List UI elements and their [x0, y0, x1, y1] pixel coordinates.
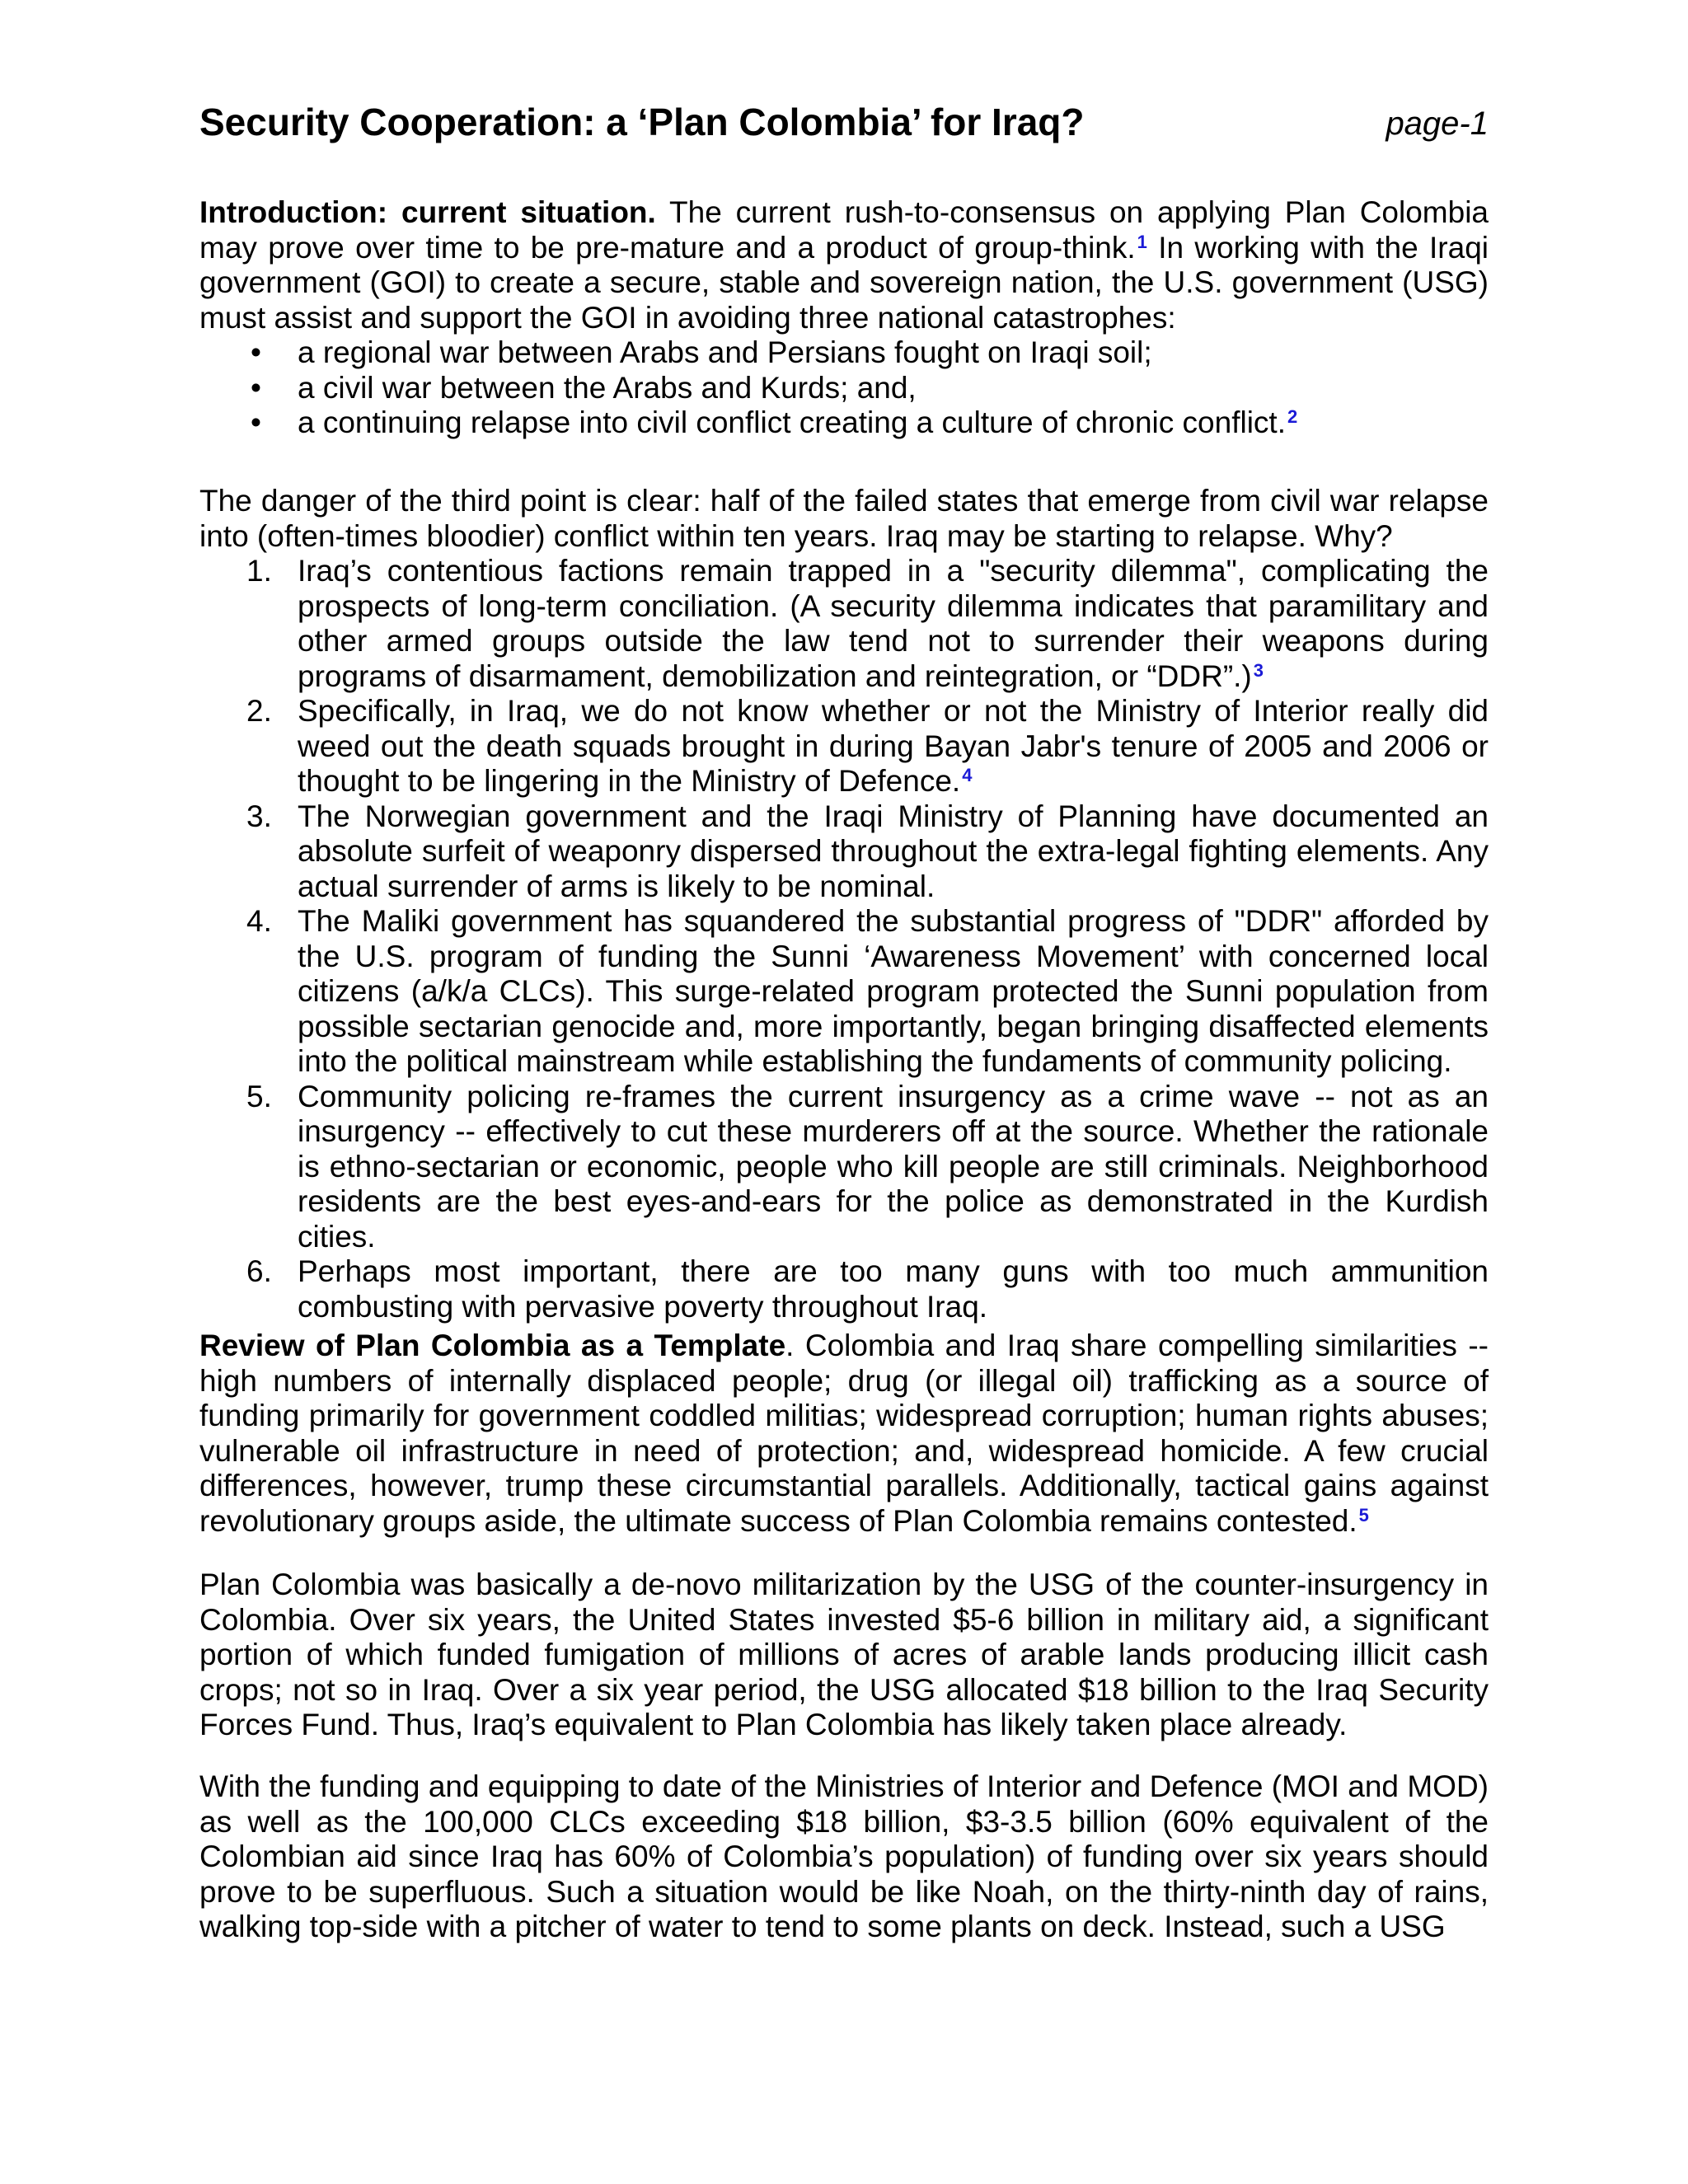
- list-item: 5. Community policing re-frames the current insurgency as a crime wave -- not as an insurgency -- effectively to cut these murderers off at the source. Whether the rationale is ethno-sectarian or economic, people who kill people are still criminals. Neighborhood residents are the best eyes-and-ears for the police as demonstrated in the Kurdish cities.: [246, 1079, 1489, 1254]
- list-item: 1. Iraq’s contentious factions remain trapped in a "security dilemma", complicating the prospects of long-term conciliation. (A security dilemma indicates that paramilitary and other armed groups outside the law tend not to surrender their weapons during programs of disarmament, demobilization and reintegration, or “DDR”.)$^3$: [246, 554, 1489, 693]
- review-heading: Review of Plan Colombia as a Template: [199, 1329, 786, 1362]
- list-item: • a continuing relapse into civil conflict creating a culture of chronic conflict.$^2$: [199, 405, 1489, 441]
- list-item: 2. Specifically, in Iraq, we do not know whether or not the Ministry of Interior really did weed out the death squads brought in during Bayan Jabr's tenure of 2005 and 2006 or thought to be lingering in the Ministry of Defence.$^4$: [246, 694, 1489, 798]
- list-item: 6. Perhaps most important, there are too many guns with too much ammunition combusting with pervasive poverty throughout Iraq.: [246, 1254, 1489, 1324]
- reasons-list: [199, 554, 1489, 1324]
- page-header: [199, 97, 1489, 147]
- list-item: 4. The Maliki government has squandered the substantial progress of "DDR" afforded by the U.S. program of funding the Sunni ‘Awareness Movement’ with concerned local citizens (a/k/a CLCs). This surge-related program protected the Sunni population from possible sectarian genocide and, more importantly, began bringing disaffected elements into the political mainstream while establishing the fundaments of community policing.: [246, 904, 1489, 1078]
- danger-section: [199, 484, 1489, 1324]
- catastrophe-list: [199, 335, 1489, 441]
- danger-paragraph: The danger of the third point is clear: half of the failed states that emerge from civil war relapse into (often-times bloodier) conflict within ten years. Iraq may be starting to relapse. Why?: [199, 484, 1489, 553]
- footnote-ref-3[interactable]: 3: [1253, 659, 1264, 681]
- list-item: • a civil war between the Arabs and Kurds; and,: [199, 371, 1489, 406]
- footnote-ref-4[interactable]: 4: [962, 765, 973, 785]
- plan-colombia-paragraph: Plan Colombia was basically a de-novo militarization by the USG of the counter-insurgency in Colombia. Over six years, the United States invested $5-6 billion in military aid, a significant portion of which funded fumigation of millions of acres of arable lands producing illicit cash crops; not so in Iraq. Over a six year period, the USG allocated $18 billion to the Iraq Security Forces Fund. Thus, Iraq’s equivalent to Plan Colombia has likely taken place already.: [199, 1568, 1489, 1741]
- page-number: page-1: [1386, 105, 1489, 142]
- page-title: Security Cooperation: a ‘Plan Colombia’ for Iraq?: [199, 101, 1085, 143]
- footnote-ref-2[interactable]: 2: [1287, 406, 1298, 427]
- review-paragraph: Review of Plan Colombia as a Template. Colombia and Iraq share compelling similarities -- high numbers of internally displaced people; drug (or illegal oil) trafficking as a source of funding primarily for government coddled militias; widespread corruption; human rights abuses; vulnerable oil infrastructure in need of protection; and, widespread homicide. A few crucial differences, however, trump these circumstantial parallels. Additionally, tactical gains against revolutionary groups aside, the ultimate success of Plan Colombia remains contested.$^5$: [199, 1329, 1489, 1538]
- review-section: [199, 1329, 1489, 1539]
- funding-paragraph: With the funding and equipping to date of the Ministries of Interior and Defence (MOI and MOD) as well as the 100,000 CLCs exceeding $18 billion, $3-3.5 billion (60% equivalent of the Colombian aid since Iraq has 60% of Colombia’s population) of funding over six years should prove to be superfluous. Such a situation would be like Noah, on the thirty-ninth day of rains, walking top-side with a pitcher of water to tend to some plants on deck. Instead, such a USG: [199, 1769, 1489, 1943]
- list-item: • a regional war between Arabs and Persians fought on Iraqi soil;: [199, 335, 1489, 371]
- list-item: 3. The Norwegian government and the Iraqi Ministry of Planning have documented an absolute surfeit of weaponry dispersed throughout the extra-legal fighting elements. Any actual surrender of arms is likely to be nominal.: [246, 799, 1489, 903]
- footnote-ref-5[interactable]: 5: [1358, 1504, 1369, 1526]
- intro-paragraph: Introduction: current situation. The current rush-to-consensus on applying Plan Colombia may prove over time to be pre-mature and a product of group-think.$^1$ In working with the Iraqi government (GOI) to create a secure, stable and sovereign nation, the U.S. government (USG) must assist and support the GOI in avoiding three national catastrophes:: [199, 195, 1489, 335]
- intro-section: [199, 195, 1489, 441]
- intro-heading: Introduction: current situation.: [199, 195, 656, 229]
- footnote-ref-1[interactable]: 1: [1137, 231, 1147, 252]
